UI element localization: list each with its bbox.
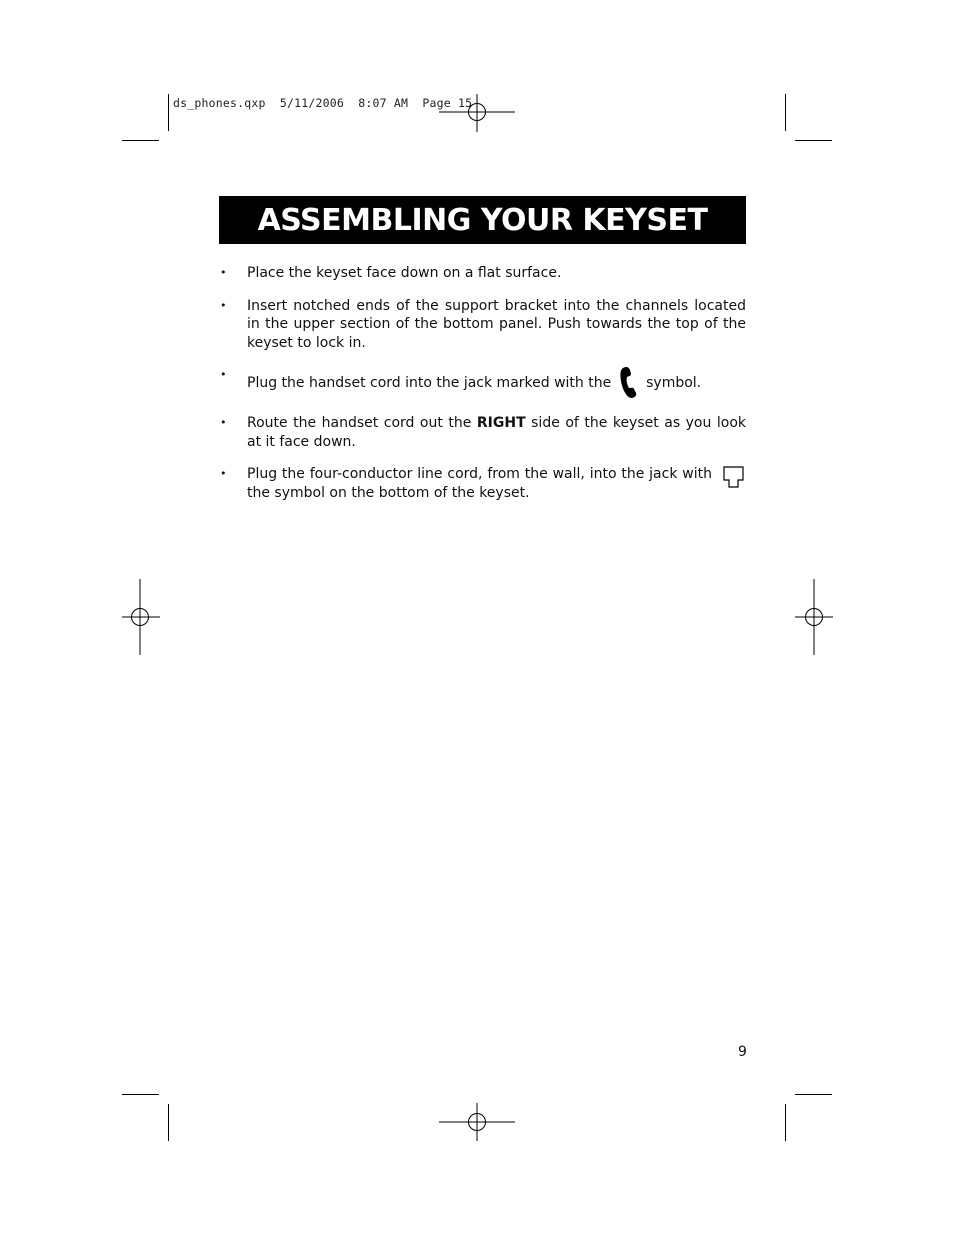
registration-mark-right bbox=[795, 579, 833, 655]
crop-mark-bottom-left-vertical bbox=[168, 1104, 169, 1141]
item-text-before: Plug the handset cord into the jack marked with the bbox=[247, 375, 612, 391]
item-text: Plug the four-conductor line cord, from the wall, into the jack with the symbol on the bottom of the keyset. bbox=[247, 466, 712, 501]
section-title-bar bbox=[219, 196, 746, 244]
list-item bbox=[219, 264, 746, 283]
item-text: Place the keyset face down on a flat surface. bbox=[247, 265, 562, 281]
emphasis-right: RIGHT bbox=[476, 415, 526, 431]
instruction-list bbox=[219, 264, 746, 516]
crop-mark-top-right-vertical bbox=[785, 94, 786, 131]
page-title: ASSEMBLING YOUR KEYSET bbox=[257, 202, 708, 238]
crop-mark-bottom-right-horizontal bbox=[795, 1094, 832, 1095]
list-item bbox=[219, 414, 746, 451]
registration-mark-top-center bbox=[439, 94, 515, 132]
item-text: Insert notched ends of the support bracket into the channels located in the upper section of the bottom panel. Push towards the top of the keyset to lock in. bbox=[247, 297, 746, 351]
registration-mark-bottom-center bbox=[439, 1103, 515, 1141]
crop-mark-bottom-left-horizontal bbox=[122, 1094, 159, 1095]
item-text-before: Route the handset cord out the bbox=[247, 415, 472, 431]
bullet: • bbox=[220, 416, 227, 429]
crop-mark-top-right-horizontal bbox=[795, 140, 832, 141]
list-item bbox=[219, 297, 746, 353]
bullet: • bbox=[220, 467, 227, 480]
registration-mark-left bbox=[122, 579, 160, 655]
list-item bbox=[219, 465, 746, 502]
line-jack-icon bbox=[722, 465, 746, 489]
crop-mark-bottom-right-vertical bbox=[785, 1104, 786, 1141]
bullet: • bbox=[220, 266, 227, 279]
printer-slug: ds_phones.qxp 5/11/2006 8:07 AM Page 15 bbox=[173, 96, 473, 110]
bullet: • bbox=[220, 298, 227, 312]
handset-icon bbox=[616, 366, 642, 400]
page-number: 9 bbox=[738, 1044, 747, 1060]
crop-mark-top-left-vertical bbox=[168, 94, 169, 131]
crop-mark-top-left-horizontal bbox=[122, 140, 159, 141]
item-text-after: symbol. bbox=[646, 375, 702, 391]
list-item bbox=[219, 366, 746, 400]
bullet: • bbox=[220, 368, 227, 381]
item-text-after: side of the keyset as you look at it face down. bbox=[247, 415, 746, 450]
